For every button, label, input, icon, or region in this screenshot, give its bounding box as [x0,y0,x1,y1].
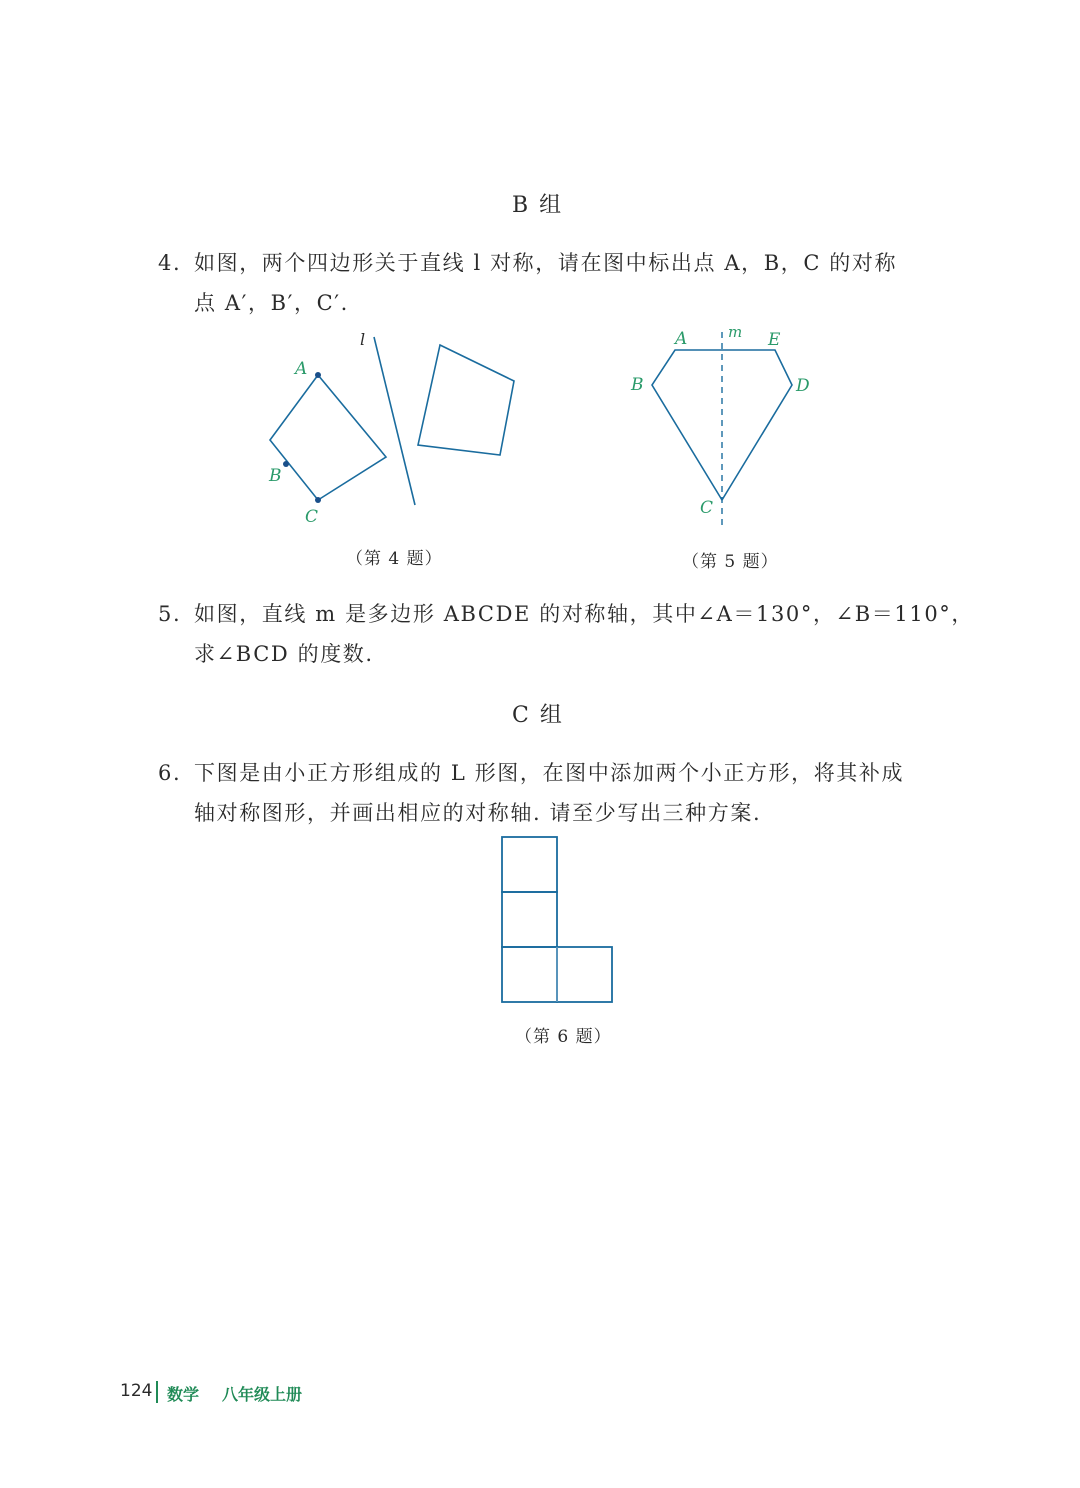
point-b [283,461,289,467]
square-top [502,837,557,892]
footer-divider [156,1381,158,1403]
question-6-number: 6. [158,761,182,785]
axis-m-label: m [728,323,743,341]
question-4-line1: 如图，两个四边形关于直线 l 对称，请在图中标出点 A，B，C 的对称 [194,251,898,275]
question-5-line2: 求∠BCD 的度数. [194,642,374,666]
label-e: E [768,330,781,350]
square-middle [502,892,557,947]
point-c [315,497,321,503]
square-bottom-left [502,947,557,1002]
section-c-heading: C 组 [512,703,564,728]
line-l-label: l [360,330,366,349]
figure-6-caption: （第 6 题） [515,1027,612,1047]
question-4-line2: 点 A′，B′，C′. [194,291,349,315]
label-c: C [305,507,319,525]
figure-5-caption: （第 5 题） [682,552,779,572]
quadrilateral-right [418,345,514,455]
point-a [315,372,321,378]
figure-4-caption: （第 4 题） [346,549,443,569]
label-a: A [295,359,308,379]
page-number: 124 [120,1381,153,1401]
question-6-line1: 下图是由小正方形组成的 L 形图，在图中添加两个小正方形，将其补成 [194,761,905,785]
label-b: B [269,466,282,486]
question-4-text [158,243,897,283]
question-6-line2: 轴对称图形，并画出相应的对称轴. 请至少写出三种方案. [194,801,762,825]
symmetry-line-l [374,337,415,505]
section-b-heading: B 组 [512,193,564,218]
quadrilateral-left [270,375,386,500]
question-5-line1: 如图，直线 m 是多边形 ABCDE 的对称轴，其中∠A＝130°，∠B＝110°， [194,602,974,626]
footer-subject: 数学 [167,1385,200,1404]
figure-5 [620,320,830,530]
question-4-number: 4. [158,251,182,275]
footer-grade: 八年级上册 [222,1385,303,1404]
question-6-text [158,753,904,793]
label-d: D [796,376,810,396]
figure-6 [500,835,615,1005]
square-bottom-right [557,947,612,1002]
label-a: A [675,329,688,349]
question-5-text [158,594,974,634]
label-c: C [700,498,714,518]
question-5-number: 5. [158,602,182,626]
label-b: B [631,375,644,395]
figure-4 [250,325,540,525]
